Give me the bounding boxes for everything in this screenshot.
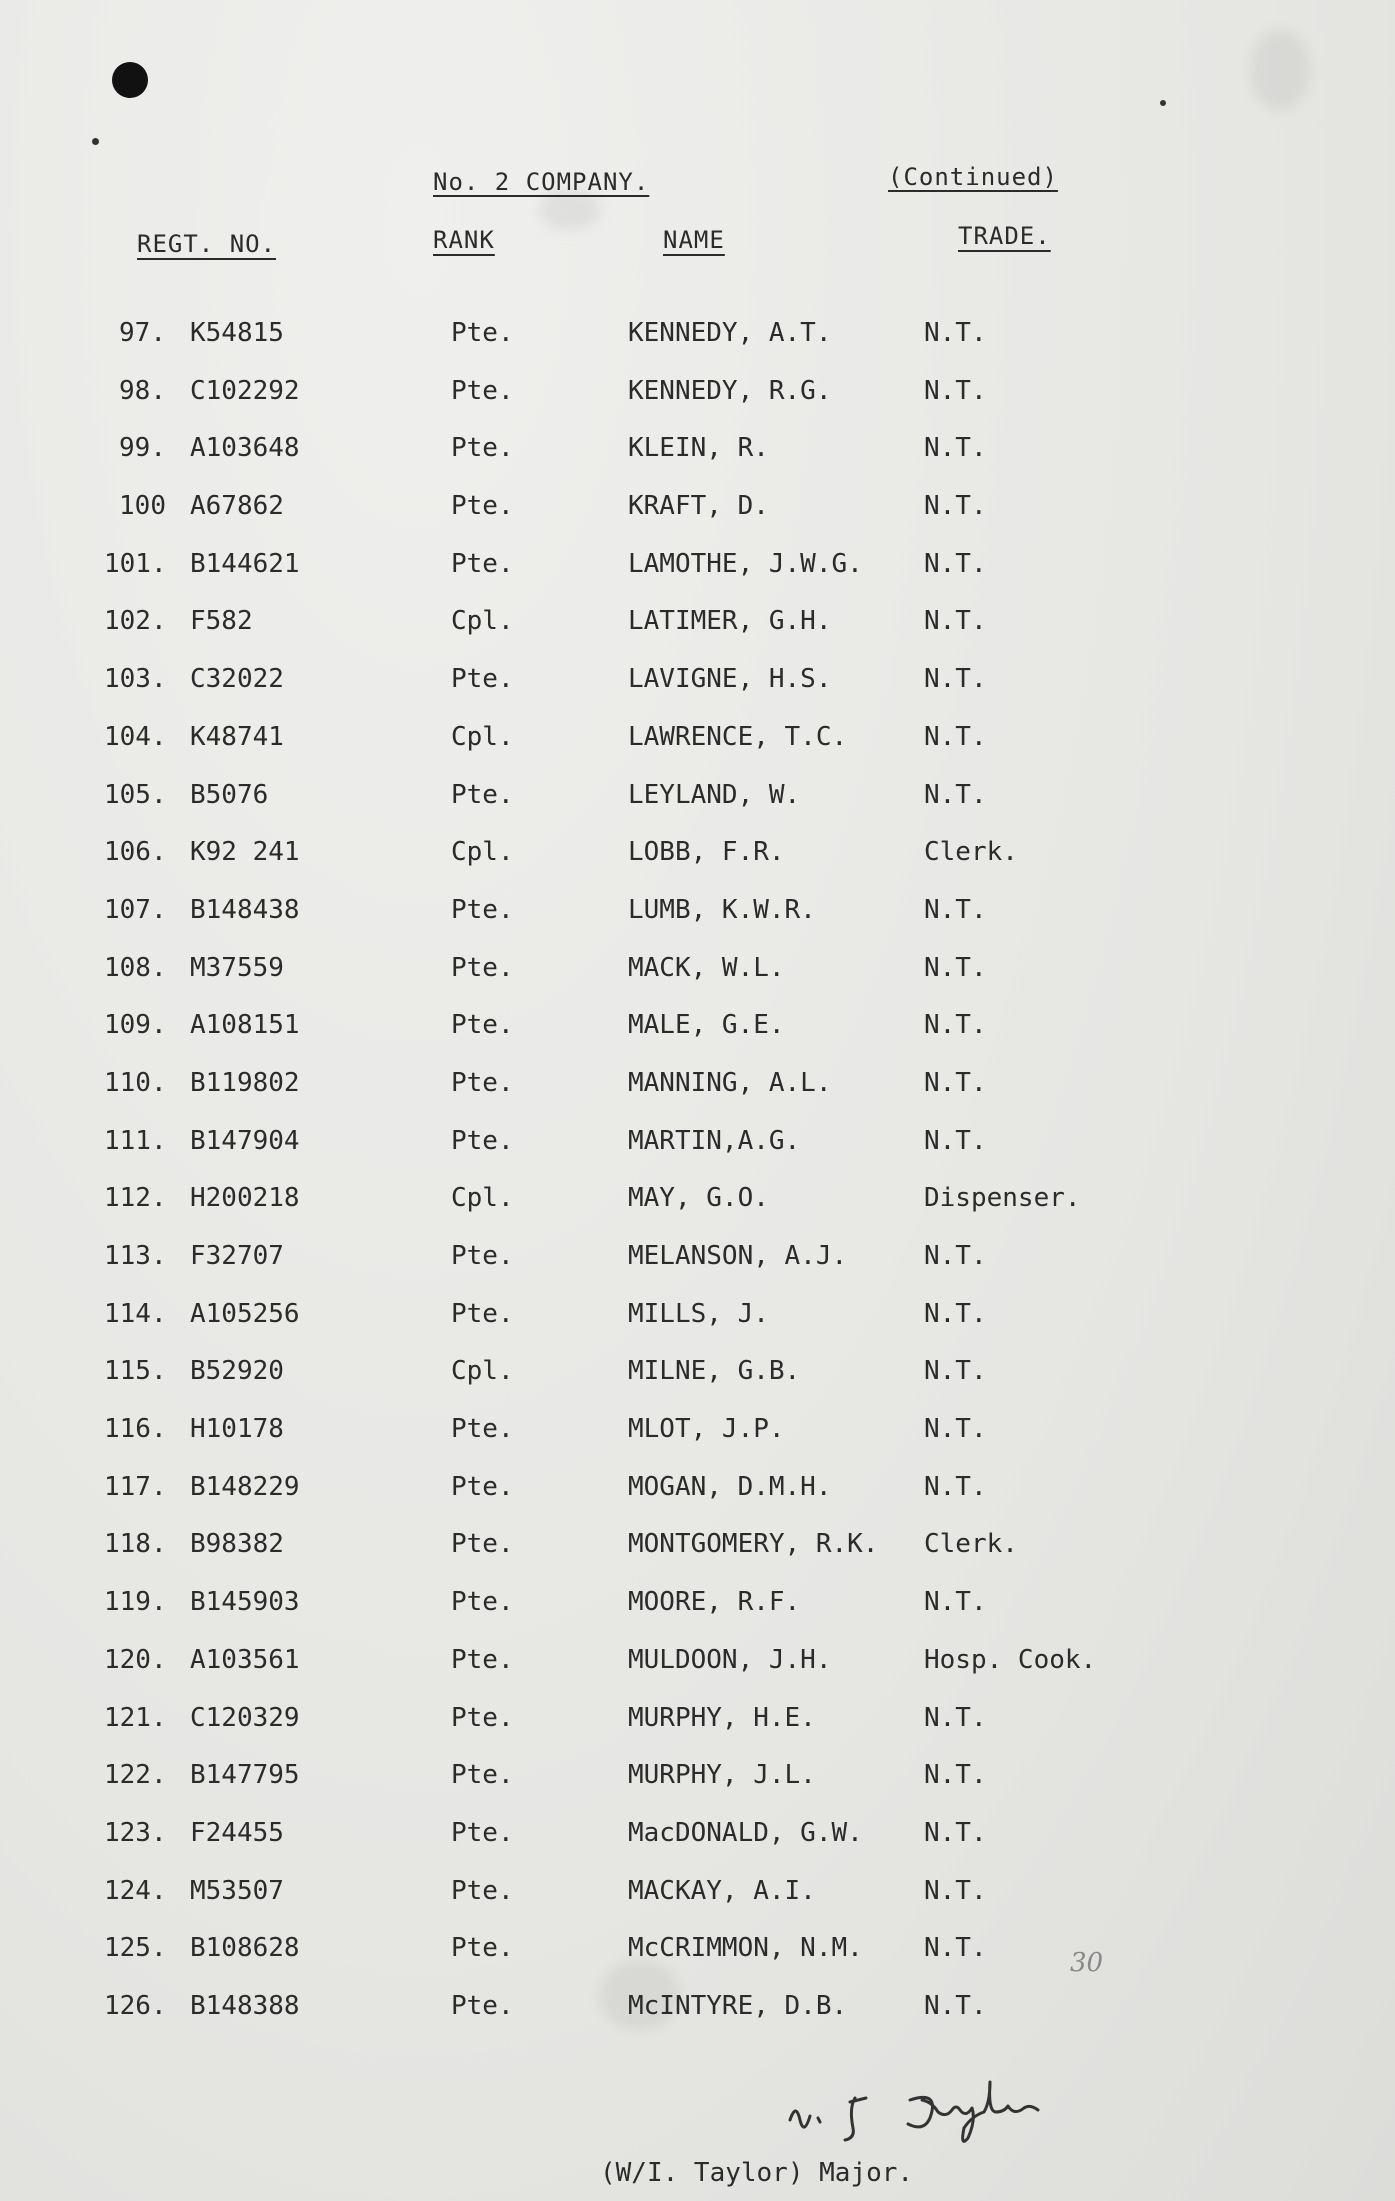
rank-cell: Pte. (451, 375, 514, 406)
rank-cell: Pte. (451, 779, 514, 810)
name-cell: MURPHY, J.L. (628, 1760, 816, 1791)
row-number: 105. (104, 779, 167, 810)
regt-no-cell: B52920 (190, 1356, 284, 1387)
trade-cell: N.T. (924, 1471, 987, 1502)
roster-row (0, 722, 1395, 780)
trade-cell: N.T. (924, 1990, 987, 2021)
row-number: 98. (119, 375, 166, 406)
name-cell: KENNEDY, A.T. (628, 318, 832, 348)
rank-cell: Pte. (451, 1298, 514, 1329)
name-cell: MULDOON, J.H. (628, 1644, 832, 1675)
name-cell: MACKAY, A.I. (628, 1875, 816, 1906)
regt-no-cell: M53507 (190, 1875, 284, 1906)
regt-no-cell: B108628 (190, 1933, 300, 1964)
trade-cell: Hosp. Cook. (924, 1644, 1097, 1675)
roster-row (0, 1933, 1395, 1991)
regt-no-cell: F582 (190, 606, 253, 637)
regt-no-cell: A103648 (190, 433, 300, 464)
row-number: 97. (119, 318, 166, 348)
rank-cell: Pte. (451, 1587, 514, 1618)
roster-row (0, 1991, 1395, 2049)
regt-no-cell: A103561 (190, 1644, 300, 1675)
name-cell: MOGAN, D.M.H. (628, 1471, 832, 1502)
regt-no-cell: F32707 (190, 1241, 284, 1271)
row-number: 118. (104, 1529, 167, 1560)
signatory-name: (W/I. Taylor) Major. (600, 2158, 914, 2188)
row-number: 99. (119, 433, 166, 464)
handwritten-signature (780, 2080, 1110, 2160)
trade-cell: N.T. (924, 491, 987, 522)
trade-cell: N.T. (924, 1414, 987, 1445)
regt-no-cell: A67862 (190, 491, 284, 522)
smudge (1250, 30, 1310, 110)
trade-cell: N.T. (924, 1933, 987, 1964)
rank-cell: Pte. (451, 1644, 514, 1675)
trade-cell: N.T. (924, 1875, 987, 1906)
row-number: 121. (104, 1702, 167, 1733)
column-header-name: NAME (663, 226, 725, 254)
trade-cell: N.T. (924, 779, 987, 810)
roster-row (0, 1876, 1395, 1934)
rank-cell: Pte. (451, 1817, 514, 1848)
trade-cell: N.T. (924, 952, 987, 983)
name-cell: MILNE, G.B. (628, 1356, 801, 1387)
row-number: 124. (104, 1875, 167, 1906)
roster-row (0, 1703, 1395, 1761)
trade-cell: N.T. (924, 1125, 987, 1156)
rank-cell: Pte. (451, 1990, 514, 2021)
regt-no-cell: B145903 (190, 1587, 300, 1618)
row-number: 120. (104, 1644, 167, 1675)
name-cell: MALE, G.E. (628, 1010, 785, 1041)
roster-row (0, 1529, 1395, 1587)
punch-hole (112, 62, 148, 98)
rank-cell: Pte. (451, 433, 514, 464)
name-cell: MLOT, J.P. (628, 1414, 785, 1445)
row-number: 119. (104, 1587, 167, 1618)
roster-row (0, 433, 1395, 491)
trade-cell: N.T. (924, 318, 987, 348)
trade-cell: N.T. (924, 1241, 987, 1271)
roster-row (0, 1760, 1395, 1818)
name-cell: KLEIN, R. (628, 433, 769, 464)
regt-no-cell: B148438 (190, 894, 300, 925)
name-cell: MACK, W.L. (628, 952, 785, 983)
company-heading: No. 2 COMPANY. (433, 168, 650, 196)
roster-row (0, 1645, 1395, 1703)
row-number: 102. (104, 606, 167, 637)
trade-cell: Clerk. (924, 837, 1018, 868)
regt-no-cell: H200218 (190, 1183, 300, 1214)
rank-cell: Pte. (451, 952, 514, 983)
rank-cell: Pte. (451, 1933, 514, 1964)
rank-cell: Pte. (451, 548, 514, 579)
ink-speck (92, 138, 99, 145)
rank-cell: Pte. (451, 1702, 514, 1733)
row-number: 126. (104, 1990, 167, 2021)
rank-cell: Cpl. (451, 606, 514, 637)
row-number: 123. (104, 1817, 167, 1848)
name-cell: LATIMER, G.H. (628, 606, 832, 637)
roster-row (0, 780, 1395, 838)
roster-row (0, 491, 1395, 549)
rank-cell: Pte. (451, 1471, 514, 1502)
name-cell: KENNEDY, R.G. (628, 375, 832, 406)
regt-no-cell: F24455 (190, 1817, 284, 1848)
name-cell: MOORE, R.F. (628, 1587, 801, 1618)
rank-cell: Cpl. (451, 1183, 514, 1214)
regt-no-cell: A105256 (190, 1298, 300, 1329)
row-number: 111. (104, 1125, 167, 1156)
roster-row (0, 1126, 1395, 1184)
name-cell: MELANSON, A.J. (628, 1241, 848, 1271)
column-header-rank: RANK (433, 226, 495, 254)
name-cell: LUMB, K.W.R. (628, 894, 816, 925)
rank-cell: Pte. (451, 1414, 514, 1445)
name-cell: LEYLAND, W. (628, 779, 801, 810)
row-number: 114. (104, 1298, 167, 1329)
rank-cell: Pte. (451, 1067, 514, 1098)
column-header-trade: TRADE. (958, 222, 1051, 250)
name-cell: KRAFT, D. (628, 491, 769, 522)
roster-row (0, 376, 1395, 434)
rank-cell: Pte. (451, 664, 514, 695)
trade-cell: N.T. (924, 1760, 987, 1791)
trade-cell: Dispenser. (924, 1183, 1081, 1214)
roster-row (0, 837, 1395, 895)
name-cell: MILLS, J. (628, 1298, 769, 1329)
trade-cell: N.T. (924, 721, 987, 752)
regt-no-cell: C102292 (190, 375, 300, 406)
roster-row (0, 1068, 1395, 1126)
regt-no-cell: B148388 (190, 1990, 300, 2021)
trade-cell: N.T. (924, 1067, 987, 1098)
regt-no-cell: B144621 (190, 548, 300, 579)
row-number: 110. (104, 1067, 167, 1098)
name-cell: McINTYRE, D.B. (628, 1990, 848, 2021)
rank-cell: Pte. (451, 1760, 514, 1791)
trade-cell: N.T. (924, 1702, 987, 1733)
rank-cell: Cpl. (451, 1356, 514, 1387)
row-number: 113. (104, 1241, 167, 1271)
roster-row (0, 1356, 1395, 1414)
name-cell: LAWRENCE, T.C. (628, 721, 848, 752)
roster-row (0, 895, 1395, 953)
name-cell: LAVIGNE, H.S. (628, 664, 832, 695)
trade-cell: N.T. (924, 894, 987, 925)
regt-no-cell: B147904 (190, 1125, 300, 1156)
regt-no-cell: B5076 (190, 779, 269, 810)
rank-cell: Cpl. (451, 837, 514, 868)
roster-row (0, 1299, 1395, 1357)
name-cell: McCRIMMON, N.M. (628, 1933, 863, 1964)
roster-list (0, 318, 1395, 2049)
rank-cell: Cpl. (451, 721, 514, 752)
roster-row (0, 664, 1395, 722)
roster-row (0, 1241, 1395, 1299)
trade-cell: N.T. (924, 375, 987, 406)
roster-row (0, 1010, 1395, 1068)
roster-row (0, 1183, 1395, 1241)
pencil-note: 30 (1070, 1948, 1104, 1978)
trade-cell: N.T. (924, 1298, 987, 1329)
roster-row (0, 1818, 1395, 1876)
regt-no-cell: B148229 (190, 1471, 300, 1502)
row-number: 103. (104, 664, 167, 695)
trade-cell: N.T. (924, 664, 987, 695)
roster-row (0, 606, 1395, 664)
row-number: 125. (104, 1933, 167, 1964)
row-number: 106. (104, 837, 167, 868)
row-number: 116. (104, 1414, 167, 1445)
regt-no-cell: B119802 (190, 1067, 300, 1098)
name-cell: MAY, G.O. (628, 1183, 769, 1214)
regt-no-cell: B147795 (190, 1760, 300, 1791)
regt-no-cell: B98382 (190, 1529, 284, 1560)
continued-heading: (Continued) (888, 163, 1058, 191)
roster-row (0, 1472, 1395, 1530)
regt-no-cell: A108151 (190, 1010, 300, 1041)
row-number: 117. (104, 1471, 167, 1502)
roster-row (0, 953, 1395, 1011)
regt-no-cell: K92 241 (190, 837, 300, 868)
regt-no-cell: C32022 (190, 664, 284, 695)
row-number: 108. (104, 952, 167, 983)
regt-no-cell: H10178 (190, 1414, 284, 1445)
trade-cell: N.T. (924, 1010, 987, 1041)
row-number: 107. (104, 894, 167, 925)
row-number: 101. (104, 548, 167, 579)
roster-row (0, 549, 1395, 607)
name-cell: LAMOTHE, J.W.G. (628, 548, 863, 579)
name-cell: MONTGOMERY, R.K. (628, 1529, 879, 1560)
row-number: 112. (104, 1183, 167, 1214)
name-cell: MARTIN,A.G. (628, 1125, 801, 1156)
trade-cell: N.T. (924, 1817, 987, 1848)
rank-cell: Pte. (451, 1529, 514, 1560)
row-number: 115. (104, 1356, 167, 1387)
roster-row (0, 1587, 1395, 1645)
regt-no-cell: M37559 (190, 952, 284, 983)
row-number: 109. (104, 1010, 167, 1041)
rank-cell: Pte. (451, 1241, 514, 1271)
trade-cell: N.T. (924, 1356, 987, 1387)
regt-no-cell: K54815 (190, 318, 284, 348)
name-cell: MacDONALD, G.W. (628, 1817, 863, 1848)
roster-row (0, 318, 1395, 376)
row-number: 104. (104, 721, 167, 752)
trade-cell: N.T. (924, 606, 987, 637)
rank-cell: Pte. (451, 491, 514, 522)
trade-cell: Clerk. (924, 1529, 1018, 1560)
roster-row (0, 1414, 1395, 1472)
regt-no-cell: K48741 (190, 721, 284, 752)
row-number: 100 (119, 491, 166, 522)
rank-cell: Pte. (451, 318, 514, 348)
regt-no-cell: C120329 (190, 1702, 300, 1733)
ink-speck (1160, 100, 1166, 106)
rank-cell: Pte. (451, 894, 514, 925)
name-cell: LOBB, F.R. (628, 837, 785, 868)
row-number: 122. (104, 1760, 167, 1791)
rank-cell: Pte. (451, 1125, 514, 1156)
name-cell: MURPHY, H.E. (628, 1702, 816, 1733)
trade-cell: N.T. (924, 1587, 987, 1618)
rank-cell: Pte. (451, 1875, 514, 1906)
name-cell: MANNING, A.L. (628, 1067, 832, 1098)
trade-cell: N.T. (924, 433, 987, 464)
rank-cell: Pte. (451, 1010, 514, 1041)
smudge (540, 190, 600, 230)
column-header-regt-no: REGT. NO. (137, 230, 277, 258)
trade-cell: N.T. (924, 548, 987, 579)
